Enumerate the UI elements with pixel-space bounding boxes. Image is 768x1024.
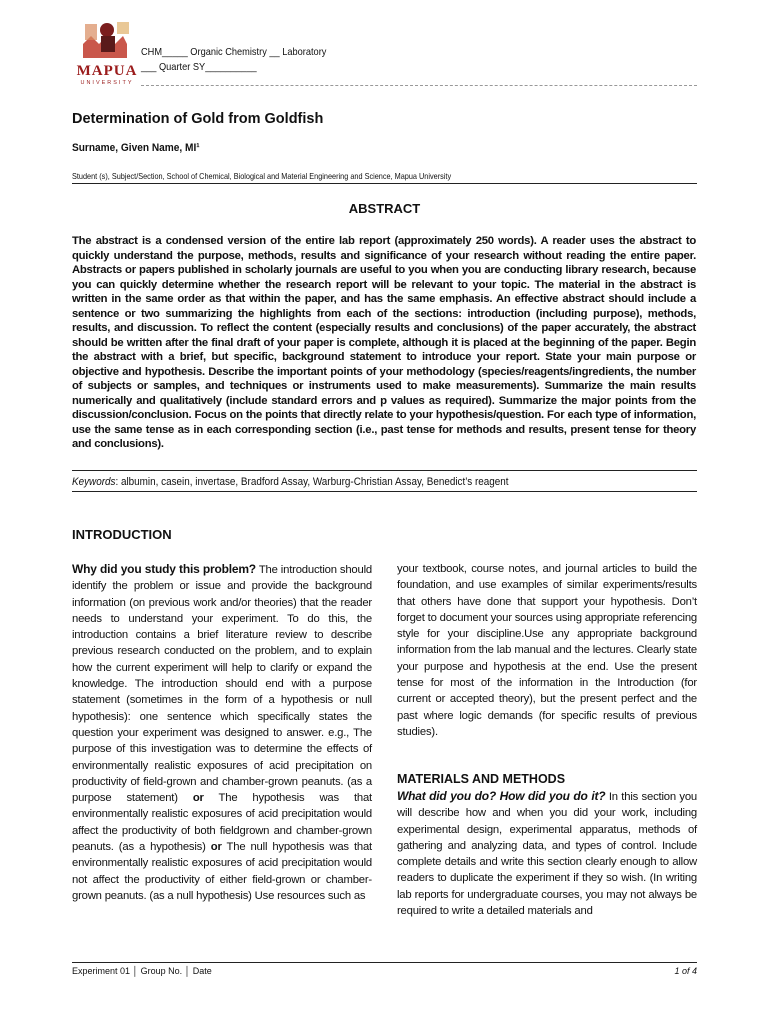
keywords-line [72,476,509,488]
abstract-heading: ABSTRACT [348,201,421,216]
author-line: Surname, Given Name, MI¹ [72,142,200,154]
abstract-divider-top [72,470,697,471]
column-right [397,561,697,740]
footer-info: Experiment 01 │ Group No. │ Date [72,966,212,976]
page-number: 1 of 4 [674,966,697,976]
methods-heading: MATERIALS AND METHODS [397,772,566,786]
or-connector-2: or [210,841,222,854]
header-divider [141,85,697,86]
or-connector-1: or [192,792,204,805]
introduction-lead: Why did you study this problem? [72,562,256,576]
logo-wordmark: MAPUA [76,63,138,79]
introduction-heading: INTRODUCTION [72,527,172,542]
introduction-paragraph-1: The introduction should identify the problem or issue and provide the background information (on previous work and/or theories) that the reader needs to understand your experiment. To do this, the introduction contains a brief literature review to describe previous research conducted on the problem, and to explain how the current experiment will help to clarify or expand the knowledge. The introduction should end with a purpose statement (sometimes in the form of a hypothesis or null hypothesis): one sentence which specifically states the question your experiment was designed to answer. e.g., The purpose of this investigation was to determine the effects of environmentally realistic exposures of acid precipitation on productivity of field-grown and chamber-grown peanuts. (as a purpose statement) [72,564,372,805]
abstract-body: The abstract is a condensed version of the entire lab report (approximately 250 words). A reader uses the abstract to quickly understand the purpose, methods, results and significance of your research without reading the entire paper. Abstracts or papers published in scholarly journals are useful to you when you are conducting library research, because you can quickly determine whether the research report will be relevant to your topic. The material in the abstract is written in the same order as that within the paper, and has the same emphasis. An effective abstract should include a sentence or two summarizing the highlights from each of the sections: introduction (including purpose), methods, results, and discussion. To reflect the content (especially results and conclusions) of the paper accurately, the abstract should be written after the final draft of your paper is complete, although it is placed at the beginning of the paper. Begin the abstract with a brief, but specific, background statement to introduce your report. State your main purpose or objective and hypothesis. Describe the important points of your methodology (species/reagents/ingredients, the number of subjects or samples, and techniques or instruments used to make measurements). Summarize the main results numerically and qualitatively (include standard errors and p values as required). Summarize the major points from the discussion/conclusion. Focus on the points that directly relate to your hypothesis/question. For each type of information, use the same tense as in each corresponding section (i.e., past tense for methods and results, present tense for theory and conclusions). [72,235,696,450]
methods-lead: What did you do? How did you do it? [397,789,606,803]
introduction-paragraph-3-continued: your textbook, course notes, and journal articles to build the foundation, and use examples of similar experiments/results that others have done that support your hypothesis. Don’t forget to document your sources using appropriate referencing style for your discipline.Use any appropriate background information from the lab manual and the lectures. Clearly state your purpose and hypothesis at the end. Use the present tense for most of the information in the Introduction (for current or accepted theory), but the present perfect and the past where logic demands (for specific results of previous studies). [397,563,697,738]
keywords-text: : albumin, casein, invertase, Bradford Assay, Warburg-Christian Assay, Benedict’s reagent [115,476,509,488]
logo-subtext: UNIVERSITY [80,80,134,86]
methods-text: In this section you will describe how and when you did your work, including experimental design, experimental apparatus, methods of gathering and analyzing data, and types of control. Include complete details and write this section clearly enough to allow readers to duplicate the experiment if they so wish. (In writing lab reports for undergraduate courses, you may not always be required to write a detailed materials and [397,791,697,918]
keywords-label: Keywords [72,476,116,488]
course-line: CHM_____ Organic Chemistry __ Laboratory [141,46,327,58]
quarter-line: ___ Quarter SY__________ [141,61,257,73]
introduction-paragraph-3: The null hypothesis was that environmentally realistic exposures of acid precipitation would not affect the productivity of either field-grown or chamber-grown peanuts. (as a null hypothesis) Use resources such as [72,841,372,902]
paper-title: Determination of Gold from Goldfish [72,111,324,127]
affiliation-line: Student (s), Subject/Section, School of Chemical, Biological and Material Engineering and Science, Mapua University [72,171,452,181]
methods-body [397,788,697,919]
column-left [72,561,372,904]
introduction-paragraph-2: The hypothesis was that environmentally realistic exposures of acid precipitation would affect the productivity of both fieldgrown and chamber-grown peanuts. (as a hypothesis) [72,792,372,854]
abstract-divider-bottom [72,491,697,492]
footer-divider [72,962,697,963]
title-divider [72,183,697,184]
logo-emblem-icon [77,14,133,64]
